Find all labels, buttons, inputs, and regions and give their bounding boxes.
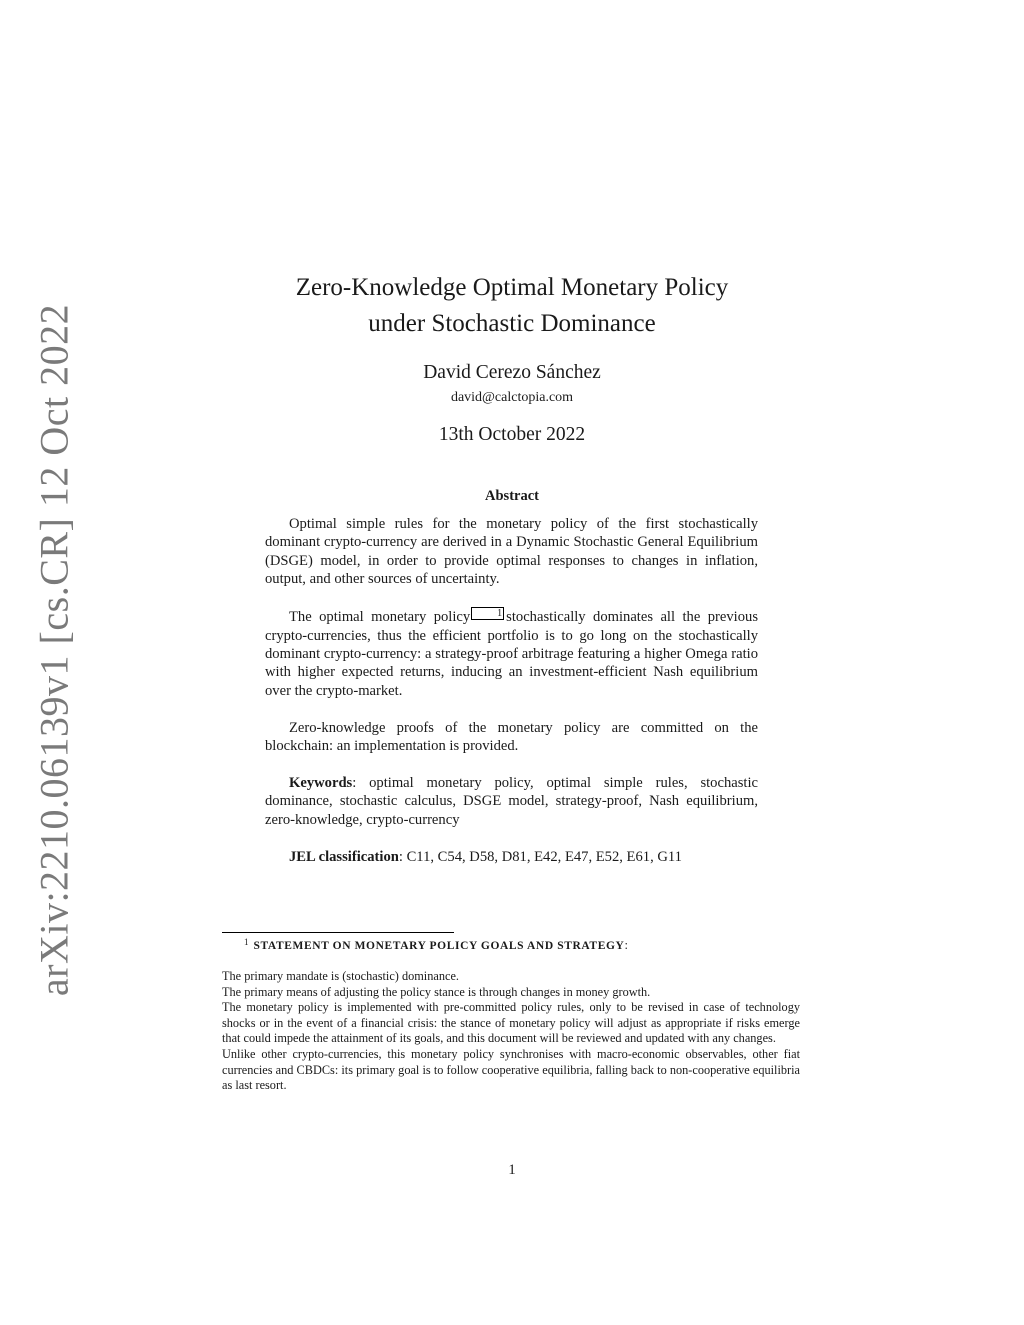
footnote-body	[222, 969, 800, 1094]
title-line-1: Zero-Knowledge Optimal Monetary Policy	[295, 274, 729, 301]
publication-date: 13th October 2022	[438, 424, 586, 445]
abstract-paragraph-2	[265, 607, 758, 700]
footnote-line-4: Unlike other crypto-currencies, this monetary policy synchronises with macro-economic observables, other fiat currencies and CBDCs: its primary goal is to follow cooperative equilibria, falling back to non-cooperative equilibria as last resort.	[222, 1046, 800, 1093]
abstract-paragraph-3: Zero-knowledge proofs of the monetary policy are committed on the blockchain: an implementation is provided.	[265, 719, 758, 755]
abstract-paragraph-1: Optimal simple rules for the monetary policy of the first stochastically dominant crypto-currency are derived in a Dynamic Stochastic General Equilibrium (DSGE) model, in order to provide optimal responses to changes in inflation, output, and other sources of uncertainty.	[265, 516, 758, 588]
keywords-text: : optimal monetary policy, optimal simple rules, stochastic dominance, stochastic calculus, DSGE model, strategy-proof, Nash equilibrium, zero-knowledge, crypto-currency	[265, 774, 758, 828]
abstract-body	[265, 515, 758, 885]
footnote-title-suffix: :	[624, 938, 628, 952]
jel-codes: : C11, C54, D58, D81, E42, E47, E52, E61, G11	[398, 848, 682, 865]
footnote-reference-link[interactable]: 1	[471, 607, 504, 620]
arxiv-identifier-stamp: arXiv:2210.06139v1 [cs.CR] 12 Oct 2022	[31, 303, 77, 997]
footnote-line-1: The primary mandate is (stochastic) dominance.	[222, 969, 459, 983]
footnote-heading	[222, 937, 628, 953]
footnote-title: STATEMENT ON MONETARY POLICY GOALS AND STRATEGY	[253, 940, 625, 952]
keywords-paragraph	[265, 774, 758, 829]
abstract-paragraph-2-end: stochastically dominates all the previous crypto-currencies, thus the efficient portfolio is to go long on the stochastically dominant crypto-currency: a strategy-proof arbitrage featuring a higher Omega ratio with higher expected returns, inducing an investment-efficient Nash equilibrium over the crypto-market.	[265, 609, 759, 699]
footnote-rule	[222, 932, 454, 933]
abstract-paragraph-2-start: The optimal monetary policy	[289, 609, 471, 626]
page-number: 1	[508, 1162, 516, 1178]
jel-classification-paragraph	[265, 848, 758, 866]
title-line-2: under Stochastic Dominance	[368, 310, 656, 337]
paper-title	[296, 270, 729, 342]
jel-label: JEL classification	[289, 848, 399, 865]
keywords-label: Keywords	[289, 774, 353, 791]
author-name: David Cerezo Sánchez	[423, 362, 601, 383]
footnote-line-2: The primary means of adjusting the policy stance is through changes in money growth.	[222, 984, 651, 999]
author-email: david@calctopia.com	[450, 390, 574, 405]
footnote-line-3: The monetary policy is implemented with pre-committed policy rules, only to be revised in case of technology shocks or in the event of a financial crisis: the stance of monetary policy will adjust as appropriate if risks emerge that could impede the attainment of its goals, and this document will be reviewed and updated with any changes.	[222, 1000, 800, 1046]
abstract-heading: Abstract	[485, 488, 539, 504]
footnote-mark: 1	[244, 937, 249, 947]
